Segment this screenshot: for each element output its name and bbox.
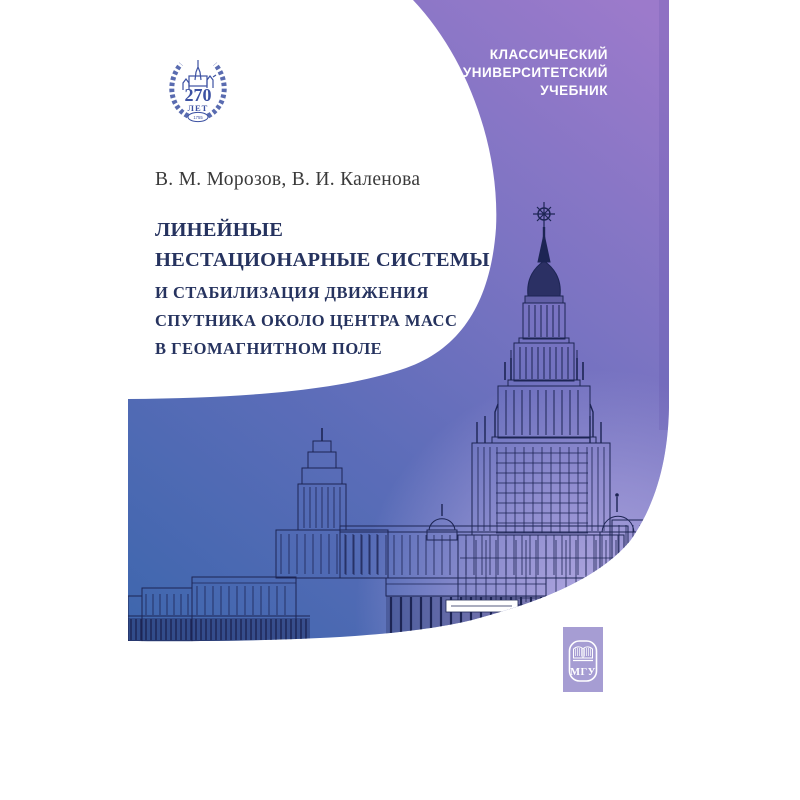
book-title [155, 215, 490, 275]
title-line-1: ЛИНЕЙНЫЕ [155, 219, 284, 241]
anniversary-label: ЛЕТ [187, 103, 209, 113]
msu-270-anniversary-emblem [155, 50, 241, 126]
series-label [463, 46, 608, 100]
series-line-3: УЧЕБНИК [540, 83, 608, 98]
mgu-abbr: МГУ [570, 667, 596, 678]
series-line-1: КЛАССИЧЕСКИЙ [489, 47, 608, 62]
series-line-2: УНИВЕРСИТЕТСКИЙ [462, 65, 608, 80]
book-subtitle [155, 279, 457, 363]
title-line-2: НЕСТАЦИОНАРНЫЕ СИСТЕМЫ [155, 249, 490, 271]
mgu-publisher-badge [563, 627, 603, 692]
subtitle-line-1: И СТАБИЛИЗАЦИЯ ДВИЖЕНИЯ [155, 283, 429, 302]
bottom-colonnade [128, 616, 310, 641]
authors: В. М. Морозов, В. И. Каленова [155, 169, 421, 190]
subtitle-line-2: СПУТНИКА ОКОЛО ЦЕНТРА МАСС [155, 311, 458, 330]
anniversary-number: 270 [184, 85, 212, 105]
anniversary-year: 1755 [193, 115, 203, 120]
subtitle-line-3: В ГЕОМАГНИТНОМ ПОЛЕ [155, 339, 383, 358]
